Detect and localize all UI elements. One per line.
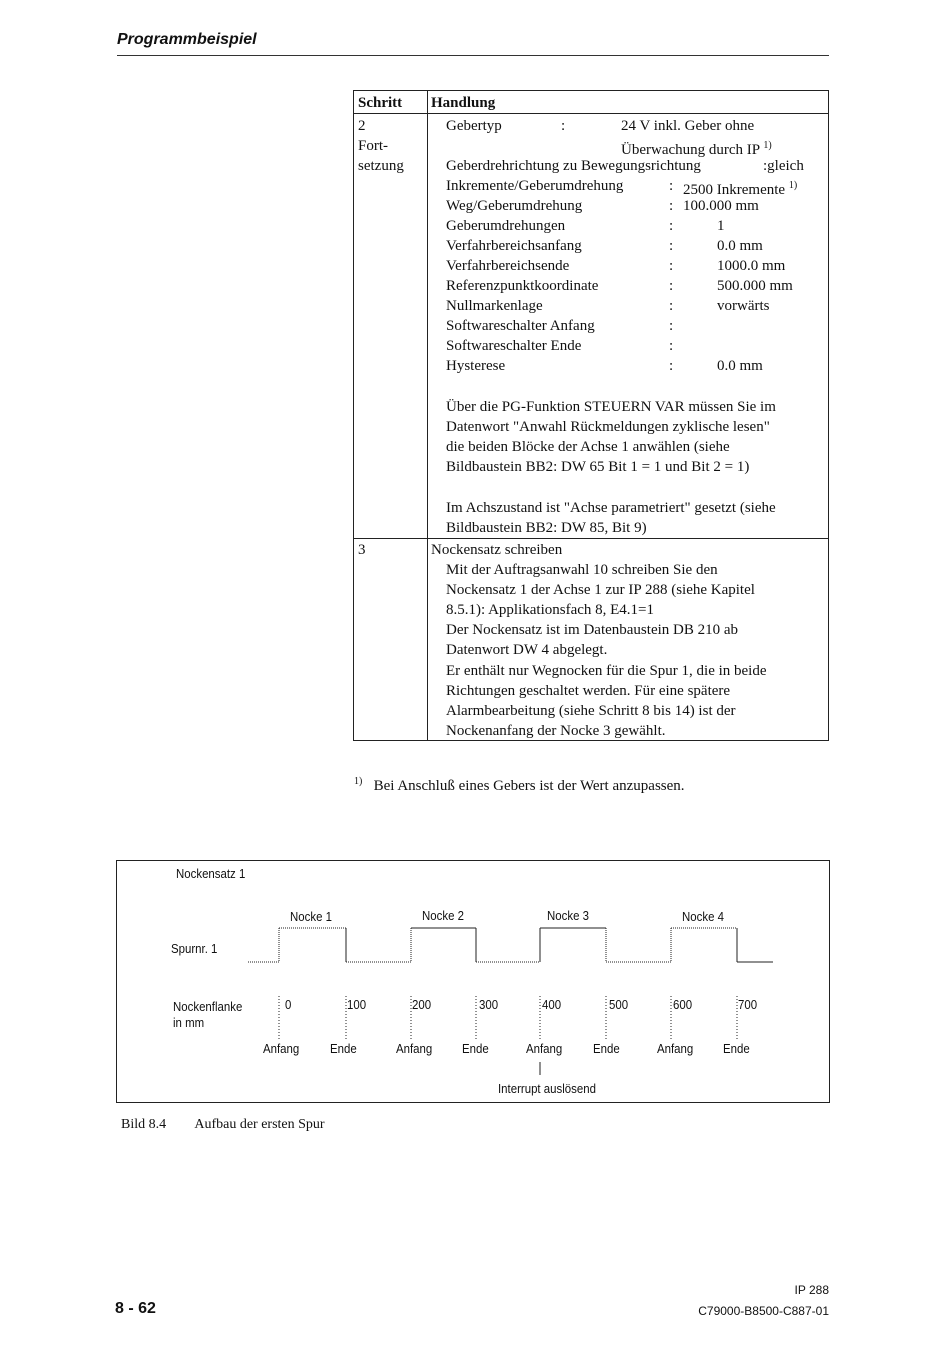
param-value: 100.000 mm [683,198,759,214]
cam-label: Nocke 2 [422,908,464,923]
edge-type: Ende [330,1041,357,1056]
param-label: Geberdrehrichtung zu Bewegungsrichtung [446,158,701,174]
footnote-mark: 1) [354,776,363,787]
edge-position: 300 [479,997,499,1012]
param-label: Gebertyp [446,118,502,134]
edge-position: 200 [412,997,432,1012]
paragraph-line: Alarmbearbeitung (siehe Schritt 8 bis 14) ist der [446,703,736,719]
cam-signal-diagram [117,861,829,1102]
paragraph-line: Bildbaustein BB2: DW 85, Bit 9) [446,520,647,536]
paragraph-line: Datenwort "Anwahl Rückmeldungen zyklische lesen" [446,419,770,435]
cam-label: Nocke 1 [290,909,332,924]
param-colon: : [669,218,674,234]
param-colon: : [669,338,674,354]
param-colon: : [669,278,674,294]
edge-type: Anfang [263,1041,300,1056]
table-header-schritt: Schritt [358,95,403,111]
page-number: 8 - 62 [115,1300,156,1317]
cam-label: Nocke 4 [682,909,724,924]
param-value: 500.000 mm [717,278,793,294]
steps-table [353,90,829,741]
param-value: vorwärts [717,298,770,314]
page-header-title: Programmbeispiel [117,31,257,48]
param-label: Weg/Geberumdrehung [446,198,583,214]
param-label: Softwareschalter Ende [446,338,582,354]
param-value: :gleich [763,158,804,174]
param-value: 0.0 mm [717,358,763,374]
step-number: 2 [358,118,366,134]
param-label: Verfahrbereichsende [446,258,570,274]
edge-position: 0 [285,997,292,1012]
cam-label: Nocke 3 [547,908,589,923]
paragraph-line: 8.5.1): Applikationsfach 8, E4.1=1 [446,602,655,618]
param-label: Verfahrbereichsanfang [446,238,582,254]
paragraph-line: Nockenanfang der Nocke 3 gewählt. [446,723,666,739]
edge-position: 400 [542,997,562,1012]
edge-type: Ende [723,1041,750,1056]
param-value: 24 V inkl. Geber ohne [621,118,755,134]
edge-axis-label: in mm [173,1015,205,1030]
param-colon: : [669,358,674,374]
table-column-divider [427,91,428,740]
table-header-rule [354,113,828,114]
step-label: Fort- [358,138,388,154]
figure-title: Nockensatz 1 [176,866,246,881]
paragraph-line: Er enthält nur Wegnocken für die Spur 1, die in beide [446,663,767,679]
interrupt-label: Interrupt auslösend [498,1081,596,1096]
figure-number: Bild 8.4 [121,1117,167,1132]
paragraph-line: Datenwort DW 4 abgelegt. [446,642,608,658]
figure-caption-text: Aufbau der ersten Spur [194,1117,325,1132]
step-number: 3 [358,542,366,558]
header-rule [117,55,829,56]
edge-position: 700 [738,997,758,1012]
footnote [354,776,685,795]
table-row-divider [354,538,828,539]
edge-type: Anfang [657,1041,694,1056]
edge-position: 500 [609,997,629,1012]
table-header-handlung: Handlung [431,95,496,111]
paragraph-line: Der Nockensatz ist im Datenbaustein DB 210 ab [446,622,739,638]
param-value-text: Überwachung durch IP [621,142,760,158]
param-colon: : [669,258,674,274]
param-label: Geberumdrehungen [446,218,566,234]
paragraph-line: Richtungen geschaltet werden. Für eine spätere [446,683,731,699]
param-colon: : [669,238,674,254]
edge-position: 600 [673,997,693,1012]
paragraph-line: Im Achszustand ist "Achse parametriert" gesetzt (siehe [446,500,776,516]
edge-axis-label: Nockenflanke [173,999,243,1014]
param-colon: : [669,198,674,214]
param-colon: : [669,318,674,334]
figure-caption [121,1117,325,1133]
param-label: Softwareschalter Anfang [446,318,595,334]
param-value: 1000.0 mm [717,258,786,274]
step-title: Nockensatz schreiben [431,542,563,558]
footnote-text: Bei Anschluß eines Gebers ist der Wert anzupassen. [373,778,685,794]
paragraph-line: die beiden Blöcke der Achse 1 anwählen (siehe [446,439,730,455]
footnote-mark: 1) [763,140,772,151]
footnote-mark: 1) [788,180,798,191]
paragraph-line: Bildbaustein BB2: DW 65 Bit 1 = 1 und Bit 2 = 1) [446,459,750,475]
param-value-text: 2500 Inkremente [683,182,786,198]
param-label: Inkremente/Geberumdrehung [446,178,624,194]
param-label: Referenzpunktkoordinate [446,278,599,294]
cam-figure [116,860,830,1103]
track-label: Spurnr. 1 [171,941,218,956]
edge-type: Ende [462,1041,489,1056]
document-number: C79000-B8500-C887-01 [698,1304,829,1318]
product-name: IP 288 [794,1283,829,1297]
param-colon: : [669,178,674,194]
paragraph-line: Nockensatz 1 der Achse 1 zur IP 288 (siehe Kapitel [446,582,755,598]
edge-type: Anfang [526,1041,563,1056]
param-value: 1 [717,218,725,234]
step-label: setzung [358,158,404,174]
param-label: Nullmarkenlage [446,298,543,314]
paragraph-line: Über die PG-Funktion STEUERN VAR müssen Sie im [446,399,776,415]
param-colon: : [669,298,674,314]
param-value: 0.0 mm [717,238,763,254]
param-label: Hysterese [446,358,506,374]
edge-position: 100 [347,997,367,1012]
paragraph-line: Mit der Auftragsanwahl 10 schreiben Sie den [446,562,718,578]
edge-type: Ende [593,1041,620,1056]
edge-type: Anfang [396,1041,433,1056]
param-colon: : [561,118,566,134]
